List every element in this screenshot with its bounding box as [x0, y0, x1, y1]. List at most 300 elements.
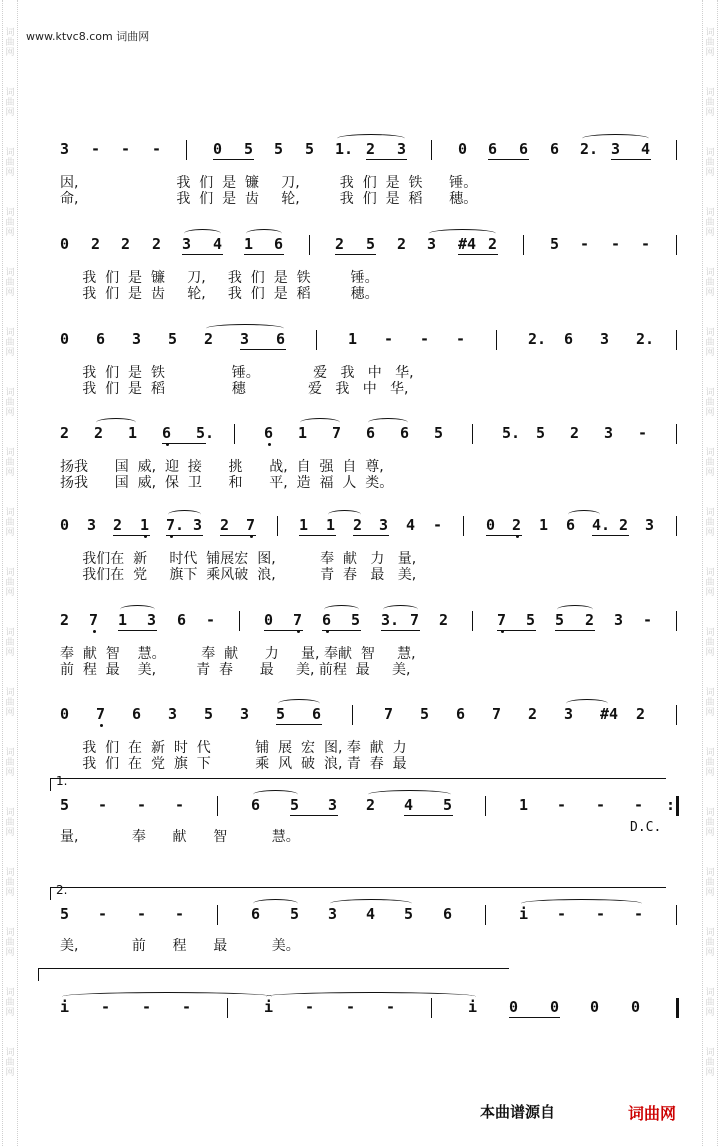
note: - [346, 998, 356, 1016]
note: 2 [619, 516, 629, 534]
note: 3 [328, 905, 338, 923]
note: - [596, 796, 606, 814]
lyrics-line: 我 们 是 镰 刀, 我 们 是 铁 锤。 [60, 270, 379, 286]
note: 6 [488, 140, 498, 158]
note: - [386, 998, 396, 1016]
note: 5 [434, 424, 444, 442]
slur [383, 605, 418, 614]
note: 3 [397, 140, 407, 158]
beam-underline [486, 535, 522, 536]
slur [566, 699, 608, 708]
note: 3 [193, 516, 203, 534]
note: 6 [366, 424, 376, 442]
note: 0 [550, 998, 560, 1016]
note: 2 [91, 235, 101, 253]
note: 3 [132, 330, 142, 348]
watermark-text: 词 曲 网 [705, 628, 715, 658]
note: 5 [555, 611, 565, 629]
slur [253, 899, 298, 908]
note: - [98, 905, 108, 923]
note: 2 [121, 235, 131, 253]
note: 2. [528, 330, 547, 348]
beam-underline [322, 630, 361, 631]
note: 5 [366, 235, 376, 253]
note: 3 [168, 705, 178, 723]
slur [96, 418, 136, 427]
notation-row [0, 235, 720, 257]
lyrics-line: 前 程 最 美, 青 春 最 美, 前程 最 美, [60, 662, 411, 678]
watermark-text: 词 曲 网 [5, 508, 15, 538]
note: - [175, 796, 185, 814]
note: 2. [636, 330, 655, 348]
note: - [557, 905, 567, 923]
watermark-text: 词 曲 网 [5, 148, 15, 178]
note: 0 [631, 998, 641, 1016]
beam-underline [509, 1017, 560, 1018]
note: 5 [244, 140, 254, 158]
note: 2 [585, 611, 595, 629]
note: 4 [404, 796, 414, 814]
note: 1 [140, 516, 150, 534]
watermark-text: 词 曲 网 [705, 208, 715, 238]
note: 7 [410, 611, 420, 629]
watermark-text: 词 曲 网 [5, 268, 15, 298]
left-watermark-strip [2, 0, 18, 1146]
watermark-text: 词 曲 网 [5, 28, 15, 58]
lyrics-line: 奉 献 智 慧。 奉 献 力 量, 奉献 智 慧, [60, 646, 416, 662]
note: 5 [204, 705, 214, 723]
barline [676, 516, 677, 536]
notation-row [0, 705, 720, 727]
note: 5 [404, 905, 414, 923]
watermark-text: 词 曲 网 [5, 748, 15, 778]
barline [676, 998, 679, 1018]
note: 3 [564, 705, 574, 723]
slur [368, 418, 408, 427]
note: 1 [299, 516, 309, 534]
watermark-text: 词 曲 网 [705, 868, 715, 898]
note: 2 [397, 235, 407, 253]
watermark-text: 词 曲 网 [5, 448, 15, 478]
note: 6 [566, 516, 576, 534]
beam-underline [118, 630, 157, 631]
watermark-text: 词 曲 网 [5, 988, 15, 1018]
beam-underline [592, 535, 629, 536]
note: - [634, 796, 644, 814]
note: 2 [113, 516, 123, 534]
lyrics-line: 命, 我 们 是 齿 轮, 我 们 是 稻 穗。 [60, 191, 478, 207]
notation-row [0, 140, 720, 162]
right-watermark-strip [702, 0, 718, 1146]
note: i [468, 998, 478, 1016]
note: 6 [322, 611, 332, 629]
watermark-text: 词 曲 网 [705, 388, 715, 418]
note: i [60, 998, 70, 1016]
note: 6 [264, 424, 274, 442]
beam-underline [404, 815, 453, 816]
beam-underline [366, 159, 407, 160]
beam-underline [458, 254, 498, 255]
barline [472, 611, 473, 631]
repeat-sign: : [666, 796, 676, 814]
note: 0 [264, 611, 274, 629]
beam-underline [290, 815, 338, 816]
barline [472, 424, 473, 444]
note: 3 [147, 611, 157, 629]
watermark-text: 词 曲 网 [5, 88, 15, 118]
note: 2 [353, 516, 363, 534]
note: 2 [636, 705, 646, 723]
watermark-text: 词 曲 网 [5, 928, 15, 958]
note: 5 [60, 905, 70, 923]
dc-mark: D.C. [630, 820, 662, 835]
note: 1 [519, 796, 529, 814]
slur [429, 229, 496, 238]
note: - [101, 998, 111, 1016]
beam-underline [220, 535, 256, 536]
watermark-text: 词 曲 网 [5, 388, 15, 418]
note: 1 [244, 235, 254, 253]
slur [266, 992, 476, 1001]
note: 5. [196, 424, 215, 442]
note: 2 [335, 235, 345, 253]
note: - [152, 140, 162, 158]
note: 3 [182, 235, 192, 253]
note: 0 [60, 235, 70, 253]
notation-row [0, 998, 720, 1020]
note: 3 [645, 516, 655, 534]
note: 2 [366, 796, 376, 814]
note: 5 [351, 611, 361, 629]
barline [217, 796, 218, 816]
notation-row [0, 905, 720, 927]
beam-underline [488, 159, 529, 160]
lyrics-line: 美, 前 程 最 美。 [60, 938, 300, 954]
watermark-text: 词 曲 网 [705, 568, 715, 598]
note: 5 [526, 611, 536, 629]
lyrics-line: 量, 奉 献 智 慧。 [60, 829, 300, 845]
brand-logo: 词曲网 [628, 1104, 677, 1123]
note: - [121, 140, 131, 158]
note: 3 [604, 424, 614, 442]
note: - [175, 905, 185, 923]
slur [184, 229, 221, 238]
note: 7 [492, 705, 502, 723]
beam-underline [213, 159, 254, 160]
slur [62, 992, 272, 1001]
note: 2 [60, 424, 70, 442]
note: - [206, 611, 216, 629]
beam-underline [353, 535, 389, 536]
note: 6 [251, 796, 261, 814]
note: i [264, 998, 274, 1016]
slur [368, 790, 451, 799]
note: 5 [60, 796, 70, 814]
note: 5 [420, 705, 430, 723]
note: - [557, 796, 567, 814]
barline [277, 516, 278, 536]
note: - [456, 330, 466, 348]
beam-underline [113, 535, 150, 536]
note: 5 [305, 140, 315, 158]
note: 6 [443, 905, 453, 923]
note: - [384, 330, 394, 348]
note: 6 [564, 330, 574, 348]
note: - [638, 424, 648, 442]
note: - [182, 998, 192, 1016]
note: - [98, 796, 108, 814]
barline [227, 998, 228, 1018]
watermark-text: 词 曲 网 [705, 688, 715, 718]
note: 2 [439, 611, 449, 629]
lyrics-line: 我 们 是 铁 锤。 爱 我 中 华, [60, 365, 414, 381]
volta-bracket [50, 778, 666, 791]
note: #4 [600, 705, 619, 723]
barline [676, 330, 677, 350]
note: 6 [274, 235, 284, 253]
barline [431, 140, 432, 160]
note: - [142, 998, 152, 1016]
note: 7 [332, 424, 342, 442]
site-url: www.ktvc8.com 词曲网 [26, 30, 150, 43]
barline [523, 235, 524, 255]
note: 3 [87, 516, 97, 534]
note: 4 [366, 905, 376, 923]
note: #4 [458, 235, 477, 253]
note: 1 [298, 424, 308, 442]
note: 1. [335, 140, 354, 158]
note: 5 [536, 424, 546, 442]
watermark-text: 词 曲 网 [5, 628, 15, 658]
note: 0 [60, 330, 70, 348]
beam-underline [611, 159, 651, 160]
note: 6 [519, 140, 529, 158]
note: 5 [276, 705, 286, 723]
barline [431, 998, 432, 1018]
lyrics-line: 我们在 党 旗下 乘风破 浪, 青 春 最 美, [60, 567, 417, 583]
coda-bracket [38, 968, 509, 981]
note: 6 [251, 905, 261, 923]
note: 2 [204, 330, 214, 348]
slur [337, 134, 405, 143]
note: - [596, 905, 606, 923]
note: 2 [570, 424, 580, 442]
barline [352, 705, 353, 725]
note: 4 [213, 235, 223, 253]
notation-row [0, 516, 720, 538]
barline [676, 705, 677, 725]
note: 2 [60, 611, 70, 629]
barline [463, 516, 464, 536]
note: i [519, 905, 529, 923]
volta-label: 1. [56, 774, 68, 788]
note: - [611, 235, 621, 253]
note: 1 [348, 330, 358, 348]
note: 1 [326, 516, 336, 534]
note: 2 [152, 235, 162, 253]
note: 0 [458, 140, 468, 158]
note: - [433, 516, 443, 534]
note: 3 [427, 235, 437, 253]
barline [676, 611, 677, 631]
note: - [643, 611, 653, 629]
beam-underline [299, 535, 336, 536]
barline [485, 796, 486, 816]
note: 6 [177, 611, 187, 629]
note: 6 [550, 140, 560, 158]
lyrics-line: 我们在 新 时代 铺展宏 图, 奉 献 力 量, [60, 551, 417, 567]
note: 7 [89, 611, 99, 629]
watermark-text: 词 曲 网 [5, 328, 15, 358]
notation-row [0, 611, 720, 633]
lyrics-line: 我 们 是 稻 穗 爱 我 中 华, [60, 381, 409, 397]
note: 5 [290, 796, 300, 814]
slur [253, 790, 298, 799]
note: 2 [512, 516, 522, 534]
beam-underline [264, 630, 303, 631]
note: - [305, 998, 315, 1016]
note: 7 [293, 611, 303, 629]
note: 1 [539, 516, 549, 534]
watermark-text: 词 曲 网 [705, 268, 715, 298]
slur [120, 605, 155, 614]
watermark-text: 词 曲 网 [705, 928, 715, 958]
slur [168, 510, 201, 519]
beam-underline [381, 630, 420, 631]
note: 6 [312, 705, 322, 723]
note: 2. [580, 140, 599, 158]
watermark-text: 词 曲 网 [5, 868, 15, 898]
watermark-text: 词 曲 网 [705, 148, 715, 178]
watermark-text: 词 曲 网 [5, 208, 15, 238]
slur [278, 699, 320, 708]
lyrics-line: 扬我 国 威, 迎 接 挑 战, 自 强 自 尊, [60, 459, 384, 475]
watermark-text: 词 曲 网 [705, 748, 715, 778]
note: 7 [96, 705, 106, 723]
barline [485, 905, 486, 925]
slur [582, 134, 649, 143]
note: 6 [162, 424, 172, 442]
note: - [420, 330, 430, 348]
beam-underline [276, 724, 322, 725]
note: 7 [497, 611, 507, 629]
note: 2 [94, 424, 104, 442]
watermark-text: 词 曲 网 [5, 1048, 15, 1078]
watermark-text: 词 曲 网 [705, 1048, 715, 1078]
slur [206, 324, 284, 333]
note: 5 [168, 330, 178, 348]
note: 6 [456, 705, 466, 723]
note: 0 [213, 140, 223, 158]
watermark-text: 词 曲 网 [705, 88, 715, 118]
note: 3 [60, 140, 70, 158]
note: 5 [550, 235, 560, 253]
note: 4 [641, 140, 651, 158]
note: 0 [60, 516, 70, 534]
lyrics-line: 我 们 在 新 时 代 铺 展 宏 图, 奉 献 力 [60, 740, 407, 756]
note: - [137, 796, 147, 814]
slur [330, 899, 412, 908]
note: 5 [443, 796, 453, 814]
barline [217, 905, 218, 925]
note: 3. [381, 611, 400, 629]
note: - [641, 235, 651, 253]
barline [316, 330, 317, 350]
volta-bracket [50, 887, 666, 900]
watermark-text: 词 曲 网 [5, 808, 15, 838]
barline [676, 235, 677, 255]
watermark-text: 词 曲 网 [705, 508, 715, 538]
lyrics-line: 因, 我 们 是 镰 刀, 我 们 是 铁 锤。 [60, 175, 478, 191]
slur [568, 510, 600, 519]
slur [328, 510, 361, 519]
barline [676, 796, 679, 816]
note: 2 [528, 705, 538, 723]
note: 3 [240, 330, 250, 348]
barline [309, 235, 310, 255]
note: 6 [400, 424, 410, 442]
note: 6 [276, 330, 286, 348]
source-text: 本曲谱源自 [480, 1103, 556, 1121]
watermark-text: 词 曲 网 [705, 448, 715, 478]
beam-underline [555, 630, 595, 631]
note: 5 [274, 140, 284, 158]
note: 7. [166, 516, 185, 534]
slur [246, 229, 282, 238]
beam-underline [497, 630, 536, 631]
note: 3 [611, 140, 621, 158]
note: 3 [614, 611, 624, 629]
watermark-text: 词 曲 网 [705, 988, 715, 1018]
note: 5 [290, 905, 300, 923]
volta-label: 2. [56, 883, 68, 897]
beam-underline [335, 254, 376, 255]
barline [676, 140, 677, 160]
note: - [91, 140, 101, 158]
slur [300, 418, 340, 427]
lyrics-line: 我 们 在 党 旗 下 乘 风 破 浪, 青 春 最 [60, 756, 407, 772]
note: 6 [132, 705, 142, 723]
notation-row [0, 330, 720, 352]
watermark-text: 词 曲 网 [5, 688, 15, 718]
beam-underline [244, 254, 284, 255]
note: 3 [379, 516, 389, 534]
watermark-text: 词 曲 网 [705, 28, 715, 58]
note: 2 [488, 235, 498, 253]
note: 2 [220, 516, 230, 534]
beam-underline [182, 254, 223, 255]
note: - [137, 905, 147, 923]
slur [557, 605, 593, 614]
note: 1 [118, 611, 128, 629]
note: 3 [240, 705, 250, 723]
barline [234, 424, 235, 444]
note: 0 [486, 516, 496, 534]
notation-row [0, 424, 720, 446]
note: 7 [384, 705, 394, 723]
slur [324, 605, 359, 614]
barline [676, 424, 677, 444]
note: 6 [96, 330, 106, 348]
note: 3 [600, 330, 610, 348]
note: 0 [509, 998, 519, 1016]
beam-underline [240, 349, 286, 350]
note: 2 [366, 140, 376, 158]
note: 0 [60, 705, 70, 723]
note: 5. [502, 424, 521, 442]
lyrics-line: 我 们 是 齿 轮, 我 们 是 稻 穗。 [60, 286, 379, 302]
lyrics-line: 扬我 国 威, 保 卫 和 平, 造 福 人 类。 [60, 475, 394, 491]
